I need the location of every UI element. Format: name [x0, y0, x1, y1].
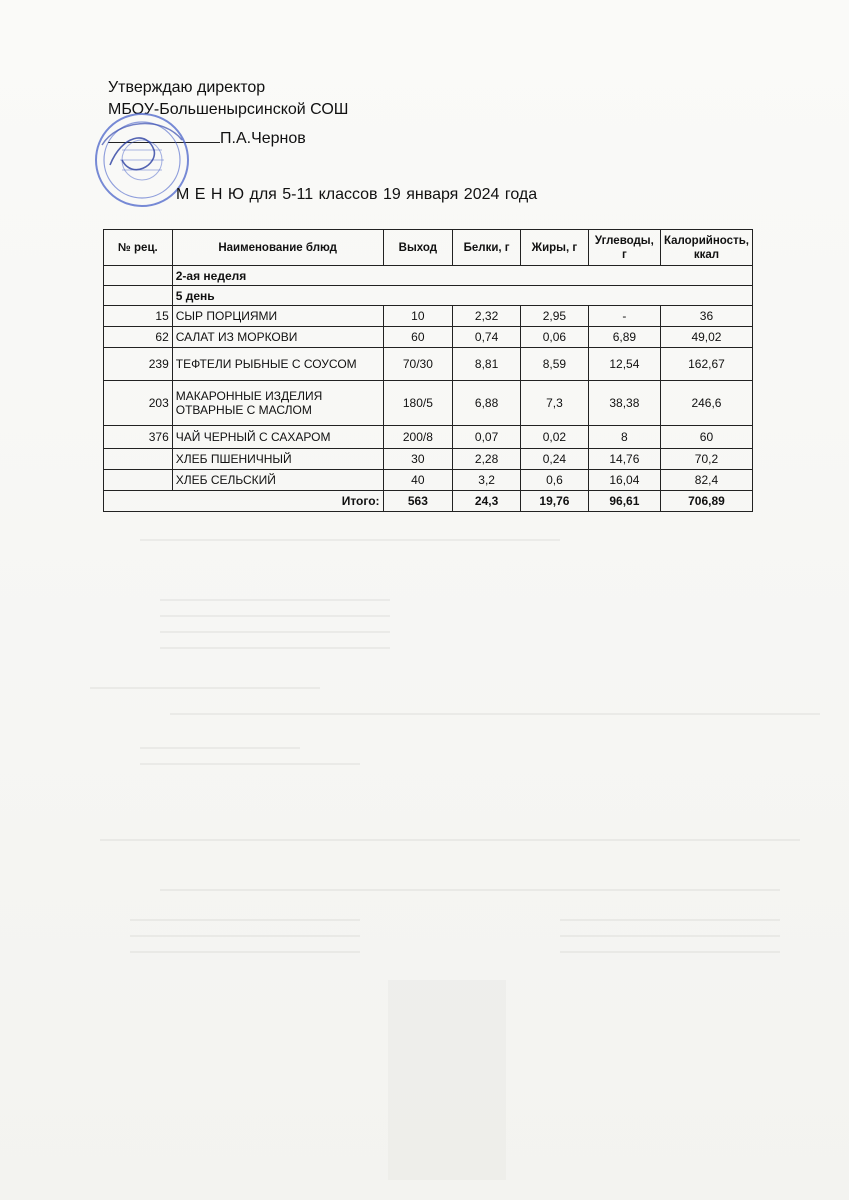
dish-output: 10 — [383, 306, 453, 327]
table-row — [104, 426, 753, 449]
dish-calories: 246,6 — [660, 381, 752, 426]
dish-name: СЫР ПОРЦИЯМИ — [172, 306, 383, 327]
dish-carbs: 38,38 — [588, 381, 660, 426]
column-header-recipe: № рец. — [104, 230, 173, 266]
signer-name: П.А.Чернов — [220, 130, 306, 147]
dish-protein: 3,2 — [453, 470, 521, 491]
dish-protein: 6,88 — [453, 381, 521, 426]
total-output: 563 — [383, 491, 453, 512]
dish-calories: 36 — [660, 306, 752, 327]
dish-calories: 82,4 — [660, 470, 752, 491]
total-carbs: 96,61 — [588, 491, 660, 512]
day-row-blank — [104, 286, 173, 306]
dish-protein: 8,81 — [453, 348, 521, 381]
dish-carbs: 8 — [588, 426, 660, 449]
column-header-fat: Жиры, г — [521, 230, 589, 266]
menu-title: М Е Н Ю для 5-11 классов 19 января 2024 года — [176, 186, 538, 203]
dish-fat: 0,06 — [521, 327, 589, 348]
dish-carbs: - — [588, 306, 660, 327]
table-row — [104, 381, 753, 426]
dish-name: ЧАЙ ЧЕРНЫЙ С САХАРОМ — [172, 426, 383, 449]
week-row-blank — [104, 266, 173, 286]
dish-name: САЛАТ ИЗ МОРКОВИ — [172, 327, 383, 348]
approval-title: Утверждаю директор — [108, 79, 266, 96]
dish-protein: 2,28 — [453, 449, 521, 470]
recipe-number: 376 — [104, 426, 173, 449]
dish-name: ХЛЕБ СЕЛЬСКИЙ — [172, 470, 383, 491]
recipe-number — [104, 449, 173, 470]
dish-carbs: 12,54 — [588, 348, 660, 381]
menu-table — [103, 229, 753, 512]
dish-carbs: 16,04 — [588, 470, 660, 491]
table-row — [104, 348, 753, 381]
dish-fat: 7,3 — [521, 381, 589, 426]
dish-output: 40 — [383, 470, 453, 491]
dish-calories: 162,67 — [660, 348, 752, 381]
dish-calories: 60 — [660, 426, 752, 449]
week-label: 2-ая неделя — [172, 266, 752, 286]
total-row — [104, 491, 753, 512]
column-header-output: Выход — [383, 230, 453, 266]
dish-name: ХЛЕБ ПШЕНИЧНЫЙ — [172, 449, 383, 470]
bleed-through-texture — [0, 520, 849, 1200]
dish-protein: 0,74 — [453, 327, 521, 348]
column-header-carbs: Углеводы, г — [588, 230, 660, 266]
recipe-number: 15 — [104, 306, 173, 327]
dish-output: 60 — [383, 327, 453, 348]
dish-calories: 49,02 — [660, 327, 752, 348]
dish-protein: 2,32 — [453, 306, 521, 327]
total-fat: 19,76 — [521, 491, 589, 512]
dish-name: МАКАРОННЫЕ ИЗДЕЛИЯ ОТВАРНЫЕ С МАСЛОМ — [172, 381, 383, 426]
total-calories: 706,89 — [660, 491, 752, 512]
table-row — [104, 327, 753, 348]
dish-name: ТЕФТЕЛИ РЫБНЫЕ С СОУСОМ — [172, 348, 383, 381]
column-header-dish: Наименование блюд — [172, 230, 383, 266]
column-header-protein: Белки, г — [453, 230, 521, 266]
week-row — [104, 266, 753, 286]
table-header-row — [104, 230, 753, 266]
recipe-number: 239 — [104, 348, 173, 381]
dish-carbs: 14,76 — [588, 449, 660, 470]
dish-protein: 0,07 — [453, 426, 521, 449]
table-row — [104, 306, 753, 327]
dish-fat: 8,59 — [521, 348, 589, 381]
dish-output: 70/30 — [383, 348, 453, 381]
dish-carbs: 6,89 — [588, 327, 660, 348]
dish-output: 200/8 — [383, 426, 453, 449]
school-name: МБОУ-Большенырсинской СОШ — [108, 101, 349, 118]
table-row — [104, 449, 753, 470]
dish-fat: 0,24 — [521, 449, 589, 470]
dish-output: 180/5 — [383, 381, 453, 426]
day-label: 5 день — [172, 286, 752, 306]
dish-fat: 0,02 — [521, 426, 589, 449]
table-row — [104, 470, 753, 491]
recipe-number: 203 — [104, 381, 173, 426]
dish-fat: 2,95 — [521, 306, 589, 327]
day-row — [104, 286, 753, 306]
recipe-number — [104, 470, 173, 491]
recipe-number: 62 — [104, 327, 173, 348]
column-header-calories: Калорийность, ккал — [660, 230, 752, 266]
dish-calories: 70,2 — [660, 449, 752, 470]
dish-fat: 0,6 — [521, 470, 589, 491]
total-label: Итого: — [104, 491, 384, 512]
dish-output: 30 — [383, 449, 453, 470]
total-protein: 24,3 — [453, 491, 521, 512]
